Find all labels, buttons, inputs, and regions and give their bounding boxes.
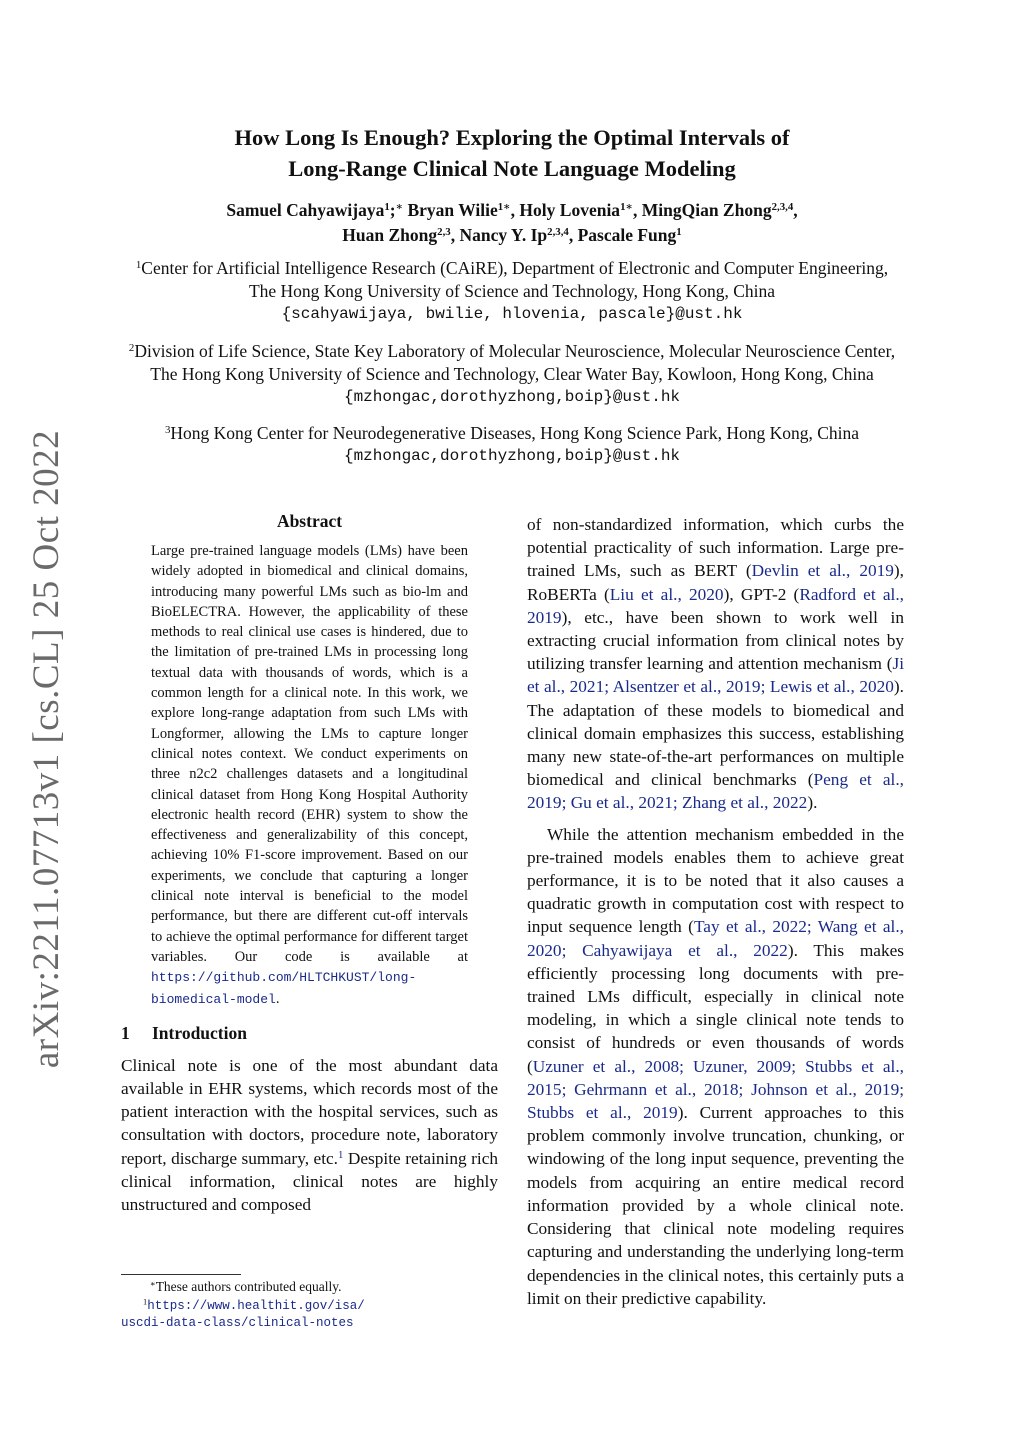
author-affiliation-mark: 2,3,4	[547, 226, 569, 239]
affiliation-2	[0, 340, 1024, 409]
citation-link[interactable]: Tay et al., 2022	[693, 917, 807, 937]
affiliation-line: Center for Artificial Intelligence Research (CAiRE), Department of Electronic and Computer Engineering,	[141, 258, 889, 278]
affiliation-line: Hong Kong Center for Neurodegenerative Diseases, Hong Kong Science Park, Hong Kong, China	[170, 423, 860, 443]
footnotes	[121, 1278, 498, 1333]
citation-link[interactable]: Devlin et al., 2019	[751, 561, 894, 581]
abstract-body: Large pre-trained language models (LMs) have been widely adopted in biomedical and clinical domains, introducing many powerful LMs such as bio-lm and BioELECTRA. However, the applicability of these methods to real clinical use cases is hindered, due to the limitation of pre-trained LMs in processing long textual data with thousands of words, which is a common length for a clinical note. In this work, we explore long-range adaptation from such LMs with Longformer, allowing the LMs to capture longer clinical notes context. We conduct experiments on three n2c2 challenges datasets and a longitudinal clinical dataset from Hong Kong Hospital Authority electronic health record (EHR) system to show the effectiveness and generalizability of this concept, achieving 10% F1-score improvement. Based on our experiments, we conclude that capturing a longer clinical note interval is beneficial to the model performance, but there are different cut-off intervals to achieve the optimal performance for different target variables. Our code is available at https://github.com/HLTCHKUST/long-biomedical-model.	[151, 543, 468, 1007]
intro-paragraph-2: While the attention mechanism embedded in the pre-trained models enables them to achieve great performance, it is to be noted that it also causes a quadratic growth in computation cost with respect to input sequence length (Tay et al., 2022; Wang et al., 2020; Cahyawijaya et al., 2022). This makes efficiently processing long documents with pre-trained LMs difficult, especially in clinical note modeling, in which a single clinical note tends to consist of hundreds or even thousands of words (Uzuner et al., 2008; Uzuner, 2009; Stubbs et al., 2015; Gehrmann et al., 2018; Johnson et al., 2019; Stubbs et al., 2019). Current approaches to this problem commonly involve truncation, chunking, or windowing of the long input sequence, preventing the models from acquiring an entire medical record information provided by a whole clinical note. Considering that clinical note modeling requires capturing and understanding the underlying long-term dependencies in the clinical notes, this certainly puts a limit on their predictive capability.	[527, 824, 905, 1308]
citation-link[interactable]: Ji et al., 2021	[527, 654, 904, 697]
citation-link[interactable]: Peng et al., 2019	[527, 770, 904, 813]
author-name: Nancy Y. Ip	[459, 225, 548, 245]
author-name: Holy Lovenia	[519, 200, 621, 220]
footnote-1: $^1$https://www.healthit.gov/isa/	[143, 1296, 365, 1313]
author-name: Pascale Fung	[577, 225, 677, 245]
author-line-2: Huan Zhong$^{2,3}$, Nancy Y. Ip$^{2,3,4}$, Pascale Fung$^1$	[342, 225, 682, 245]
author-affiliation-mark: 2,3,4	[771, 201, 794, 214]
author-affiliation-mark: 1	[676, 226, 682, 239]
citation-link[interactable]: Stubbs et al., 2015	[527, 1056, 904, 1099]
footnote-divider	[121, 1274, 241, 1275]
affiliation-line: The Hong Kong University of Science and Technology, Hong Kong, China	[248, 281, 776, 301]
footnote-equal-contribution: ∗These authors contributed equally.	[150, 1279, 342, 1294]
affiliation-line: Division of Life Science, State Key Laboratory of Molecular Neuroscience, Molecular Neuroscience Center,	[134, 341, 896, 361]
abstract-heading: Abstract	[276, 511, 343, 531]
affiliation-number: 2	[128, 342, 135, 355]
affiliation-email: {mzhongac,dorothyzhong,boip}@ust.hk	[343, 447, 681, 465]
affiliation-3	[0, 422, 1024, 468]
right-column	[527, 513, 904, 1310]
citation-link[interactable]: Liu et al., 2020	[609, 584, 724, 604]
section-title: Introduction	[152, 1022, 247, 1043]
author-affiliation-mark: 1	[384, 201, 390, 214]
citation-link[interactable]: Cahyawijaya et al., 2022	[582, 940, 788, 960]
footnote-url-continued[interactable]: uscdi-data-class/clinical-notes	[121, 1316, 354, 1330]
author-affiliation-mark: 2,3	[437, 226, 451, 239]
equal-contribution-mark: ∗	[395, 201, 404, 214]
citation-link[interactable]: Uzuner et al., 2008	[532, 1056, 680, 1076]
author-name: Huan Zhong	[342, 225, 438, 245]
citation-link[interactable]: Gehrmann et al., 2018	[574, 1079, 739, 1099]
citation-link[interactable]: Radford et al., 2019	[527, 584, 904, 627]
affiliation-line: The Hong Kong University of Science and Technology, Clear Water Bay, Kowloon, Hong Kong, China	[150, 364, 874, 384]
citation-link[interactable]: Gu et al., 2021	[570, 793, 673, 813]
arxiv-identifier-stamp: arXiv:2211.07713v1 [cs.CL] 25 Oct 2022	[26, 429, 67, 1069]
author-name: Samuel Cahyawijaya	[226, 200, 385, 220]
author-affiliation-mark: 1∗	[497, 201, 511, 214]
citation-link[interactable]: Wang et al., 2020	[527, 917, 905, 960]
abstract-text: Large pre-trained language models (LMs) have been widely adopted in biomedical and clinical domains, introducing many powerful LMs such as bio-lm and BioELECTRA. However, the applicability of these methods to real clinical use cases is hindered, due to the limitation of pre-trained LMs in processing long textual data with thousands of words, which is a common length for a clinical note. In this work, we explore long-range adaptation from such LMs with Longformer, allowing the LMs to capture longer clinical notes context. We conduct experiments on three n2c2 challenges datasets and a longitudinal clinical dataset from Hong Kong Hospital Authority electronic health record (EHR) system to show the effectiveness and generalizability of this concept, achieving 10% F1-score improvement. Based on our experiments, we conclude that capturing a longer clinical note interval is beneficial to the model performance, but there are different cut-off intervals to achieve the optimal performance for different target variables. Our code is available at	[151, 543, 468, 965]
citation-link[interactable]: Lewis et al., 2020	[769, 677, 894, 697]
affiliation-email: {scahyawijaya, bwilie, hlovenia, pascale}@ust.hk	[281, 305, 743, 323]
intro-paragraph-1: Clinical note is one of the most abundant data available in EHR systems, which records most of the patient interaction with the hospital services, such as consultation with doctors, procedure note, laboratory report, discharge summary, etc.$^1$ Despite retaining rich clinical information, clinical notes are highly unstructured and composed	[121, 1055, 498, 1215]
code-repository-link[interactable]: https://github.com/HLTCHKUST/long-biomedical-model	[151, 970, 417, 1007]
author-list	[0, 198, 1024, 248]
section-heading-introduction	[121, 1023, 498, 1044]
intro-paragraph-continued: of non-standardized information, which curbs the potential practicality of such information. Large pre-trained LMs, such as BERT (Devlin et al., 2019), RoBERTa (Liu et al., 2020), GPT-2 (Radford et al., 2019), etc., have been shown to work well in extracting crucial information from clinical notes by utilizing transfer learning and attention mechanism (Ji et al., 2021; Alsentzer et al., 2019; Lewis et al., 2020). The adaptation of these models to biomedical and clinical domain emphasizes this success, establishing many new state-of-the-art performances on multiple biomedical and clinical benchmarks (Peng et al., 2019; Gu et al., 2021; Zhang et al., 2022).	[527, 515, 904, 813]
citation-link[interactable]: Alsentzer et al., 2019	[612, 677, 761, 697]
affiliation-email: {mzhongac,dorothyzhong,boip}@ust.hk	[343, 388, 681, 406]
citation-link[interactable]: Zhang et al., 2022	[682, 793, 808, 813]
affiliation-1	[0, 257, 1024, 326]
left-column	[121, 511, 498, 1216]
affiliation-number: 3	[164, 424, 171, 437]
title-line-2: Long-Range Clinical Note Language Modeling	[288, 156, 736, 181]
citation-link[interactable]: Stubbs et al., 2019	[527, 1103, 678, 1123]
title-line-1: How Long Is Enough? Exploring the Optimal Intervals of	[234, 125, 790, 150]
affiliation-number: 1	[135, 259, 142, 272]
paper-title	[0, 122, 1024, 184]
citation-link[interactable]: Uzuner, 2009	[693, 1056, 792, 1076]
author-affiliation-mark: 1∗	[620, 201, 633, 214]
author-name: MingQian Zhong	[641, 200, 772, 220]
citation-link[interactable]: Johnson et al., 2019	[751, 1079, 900, 1099]
footnote-reference-1[interactable]: 1	[338, 1148, 344, 1161]
section-number: 1	[121, 1022, 130, 1043]
footnote-url[interactable]: https://www.healthit.gov/isa/	[147, 1298, 365, 1313]
author-line-1: Samuel Cahyawijaya$^1$;∗ Bryan Wilie$^{1∗}$, Holy Lovenia$^{1∗}$, MingQian Zhong$^{2,3,4}$,	[226, 200, 798, 220]
author-name: Bryan Wilie	[407, 200, 498, 220]
